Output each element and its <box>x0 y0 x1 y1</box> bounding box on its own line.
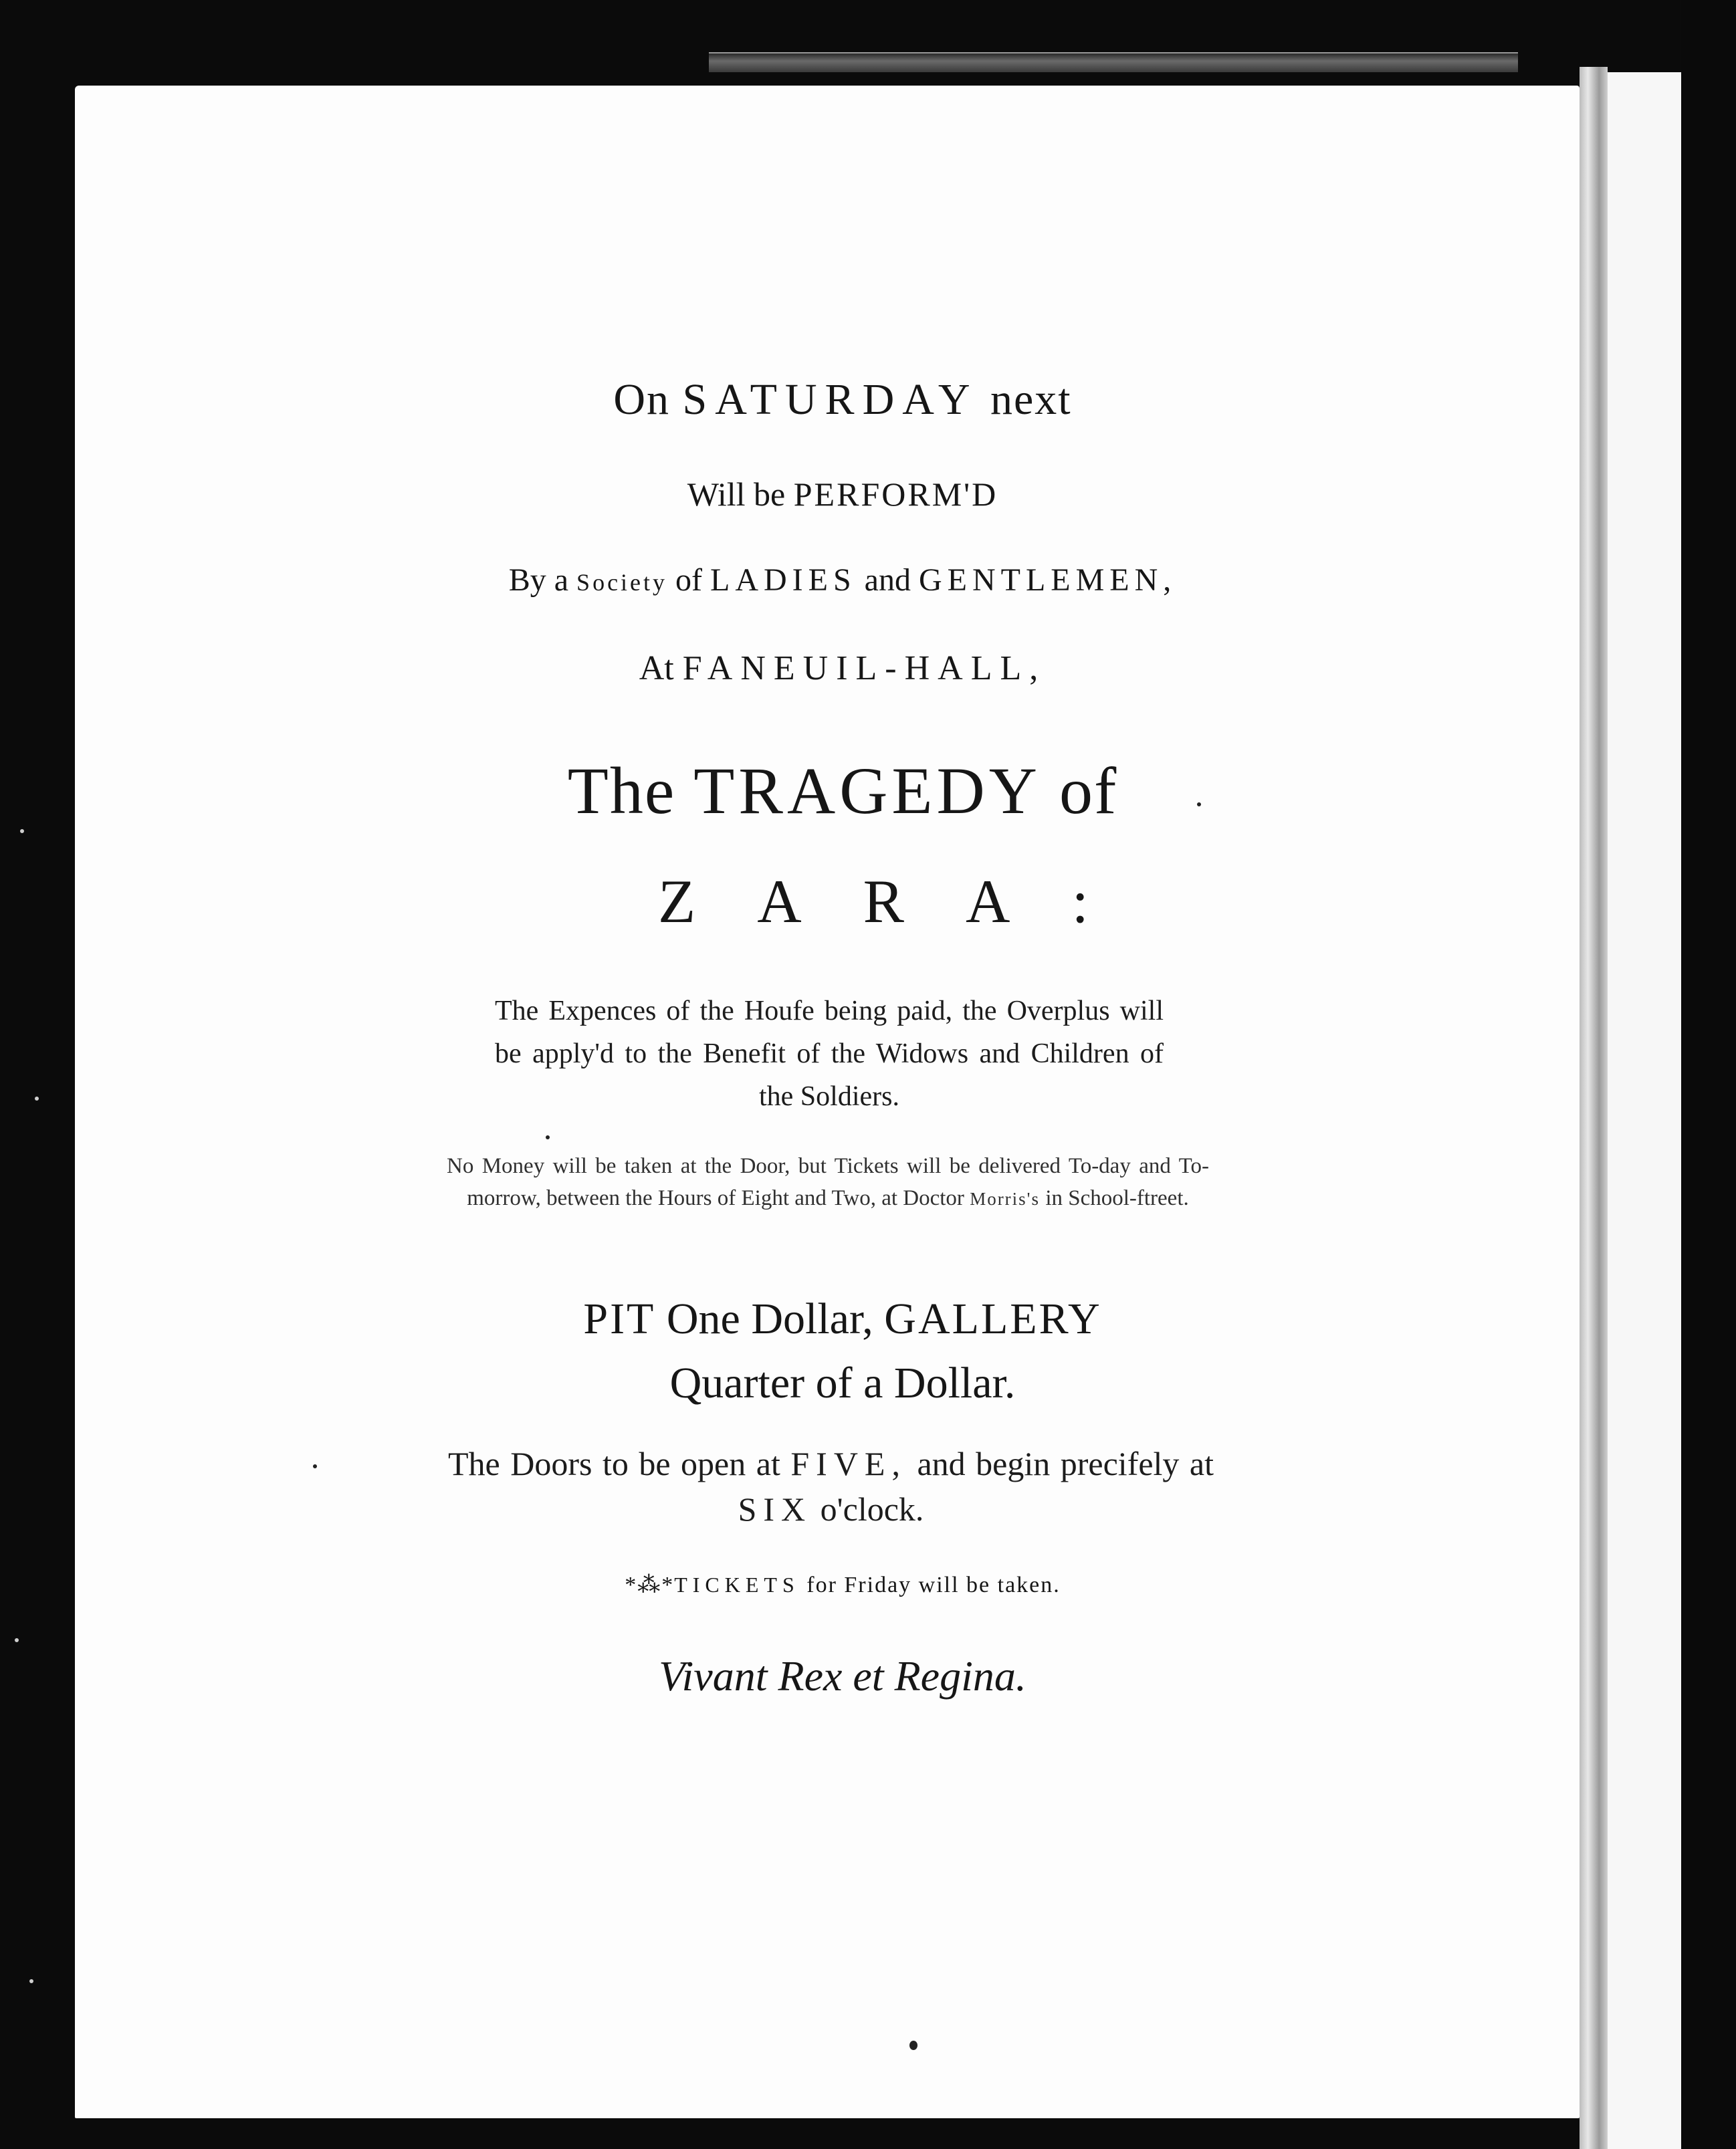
book-top-edge <box>709 52 1518 72</box>
prices-block <box>401 1287 1284 1416</box>
line-by-a-society <box>401 562 1284 598</box>
gallery-price: Quarter of a Dollar. <box>669 1359 1016 1407</box>
word-next: next <box>990 375 1072 424</box>
word-tickets: TICKETS <box>674 1573 800 1597</box>
dust-speck <box>15 1638 19 1642</box>
dust-speck <box>35 1097 39 1101</box>
text-begin-precisely: and begin precifely at <box>917 1445 1214 1482</box>
word-ladies: LADIES <box>710 562 857 598</box>
word-society: Society <box>576 569 668 596</box>
words-will-be: Will be <box>687 475 786 513</box>
dust-speck <box>29 1979 33 1983</box>
paragraph-expences: The Expences of the Houfe being paid, the Overplus will be apply'd to the Benefit of the Widows and Children of the Soldiers. <box>495 996 1164 1112</box>
word-of: of <box>675 562 703 598</box>
text-school-street: in School-ftreet. <box>1045 1186 1189 1210</box>
word-five: FIVE, <box>790 1445 907 1482</box>
closing-vivant-rex: Vivant Rex et Regina. <box>659 1652 1026 1700</box>
word-on: On <box>613 375 671 424</box>
word-faneuil-hall: FANEUIL-HALL, <box>682 649 1047 687</box>
price-line-pit <box>401 1287 1284 1351</box>
word-pit: PIT <box>583 1294 656 1343</box>
dust-speck <box>20 829 24 833</box>
facing-page-edge <box>1608 72 1681 2149</box>
line-will-be-performd <box>401 475 1284 514</box>
ink-speck <box>313 1464 317 1468</box>
word-performd: PERFORM'D <box>793 475 998 513</box>
word-at: At <box>639 649 674 687</box>
scan-background-right <box>1681 0 1736 2149</box>
line-at-faneuil-hall <box>401 649 1284 688</box>
text-doors-open: The Doors to be open at <box>448 1445 780 1482</box>
line-the-tragedy-of <box>401 752 1284 829</box>
word-and: and <box>864 562 911 598</box>
line-on-saturday-next <box>401 374 1284 425</box>
ink-speck <box>909 2041 917 2050</box>
text-no-money: No Money will be taken at the Door, but Tickets will be delivered To-day and To-morrow, between the Hours of Eight and Two, at Doctor <box>447 1154 1209 1210</box>
word-morriss: Morris's <box>970 1189 1041 1209</box>
book-gutter <box>1580 67 1608 2149</box>
line-tickets-friday <box>401 1571 1284 1598</box>
paragraph-doors <box>448 1441 1214 1532</box>
asterism-mark: *⁂* <box>625 1573 675 1597</box>
word-saturday: SATURDAY <box>682 375 978 424</box>
words-by-a: By a <box>508 562 569 598</box>
word-six: SIX <box>738 1490 812 1528</box>
word-oclock: o'clock. <box>820 1490 924 1528</box>
word-gentlemen: GENTLEMEN, <box>918 562 1177 598</box>
word-tragedy: TRAGEDY <box>693 754 1041 828</box>
ink-speck <box>546 1135 550 1139</box>
paragraph-no-money <box>447 1150 1209 1215</box>
play-title-zara: ZARA: <box>658 867 1150 935</box>
word-the: The <box>567 754 676 828</box>
word-gallery: GALLERY <box>884 1294 1102 1343</box>
word-of: of <box>1059 754 1118 828</box>
text-friday-taken: for Friday will be taken. <box>806 1573 1061 1597</box>
pit-price: One Dollar, <box>666 1294 873 1343</box>
